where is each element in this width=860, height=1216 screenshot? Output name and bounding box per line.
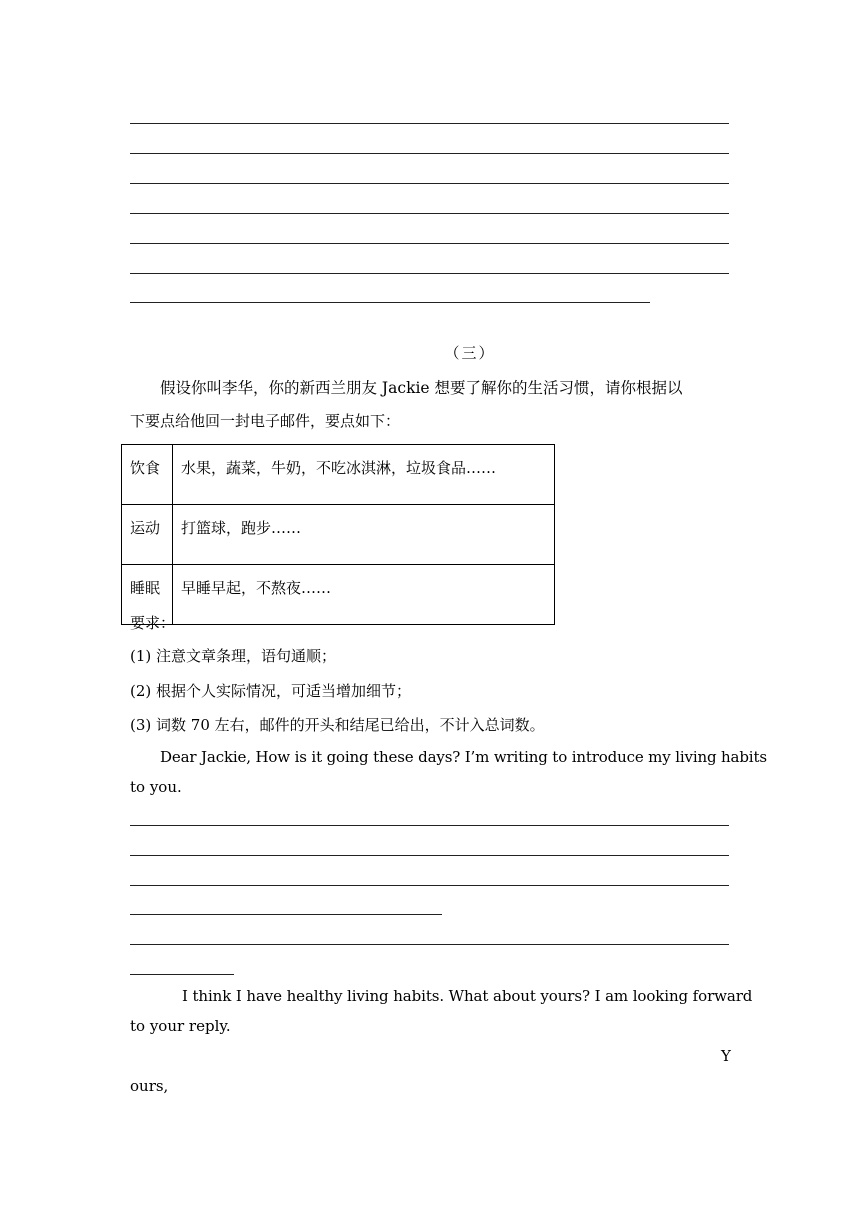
table-value: 水果，蔬菜，牛奶，不吃冰淇淋，垃圾食品…… [173, 445, 555, 505]
answer-line [130, 302, 650, 303]
writing-line [130, 944, 729, 945]
table-key: 睡眠 [122, 565, 173, 625]
writing-line [130, 974, 234, 975]
answer-line [130, 123, 729, 124]
requirements-label: 要求： [130, 614, 176, 632]
answer-line [130, 153, 729, 154]
table-row [122, 505, 555, 565]
table-key: 运动 [122, 505, 173, 565]
writing-line [130, 885, 729, 886]
writing-line [130, 825, 729, 826]
answer-line [130, 273, 729, 274]
section-title: （三） [444, 344, 496, 362]
requirement-item: (2) 根据个人实际情况，可适当增加细节； [130, 682, 412, 700]
table-value: 早睡早起，不熬夜…… [173, 565, 555, 625]
key-points-table [121, 444, 555, 625]
answer-line [130, 213, 729, 214]
table-value: 打篮球，跑步…… [173, 505, 555, 565]
signoff-y: Y [721, 1047, 731, 1065]
answer-line [130, 183, 729, 184]
writing-line [130, 914, 442, 915]
email-opening-line-2: to you. [130, 778, 182, 796]
email-closing-line-1: I think I have healthy living habits. What about yours? I am looking forward [182, 987, 753, 1005]
table-row [122, 565, 555, 625]
requirement-item: (3) 词数 70 左右，邮件的开头和结尾已给出，不计入总词数。 [130, 716, 545, 734]
prompt-line-1: 假设你叫李华，你的新西兰朋友 Jackie 想要了解你的生活习惯，请你根据以 [160, 379, 683, 397]
table-row [122, 445, 555, 505]
table-key: 饮食 [122, 445, 173, 505]
writing-line [130, 855, 729, 856]
email-opening-line-1: Dear Jackie, How is it going these days? I’m writing to introduce my living habits [160, 748, 767, 766]
answer-line [130, 243, 729, 244]
prompt-line-2: 下要点给他回一封电子邮件，要点如下： [130, 412, 401, 430]
requirement-item: (1) 注意文章条理，语句通顺； [130, 647, 337, 665]
email-closing-line-2: to your reply. [130, 1017, 231, 1035]
signoff-rest: ours, [130, 1077, 169, 1095]
